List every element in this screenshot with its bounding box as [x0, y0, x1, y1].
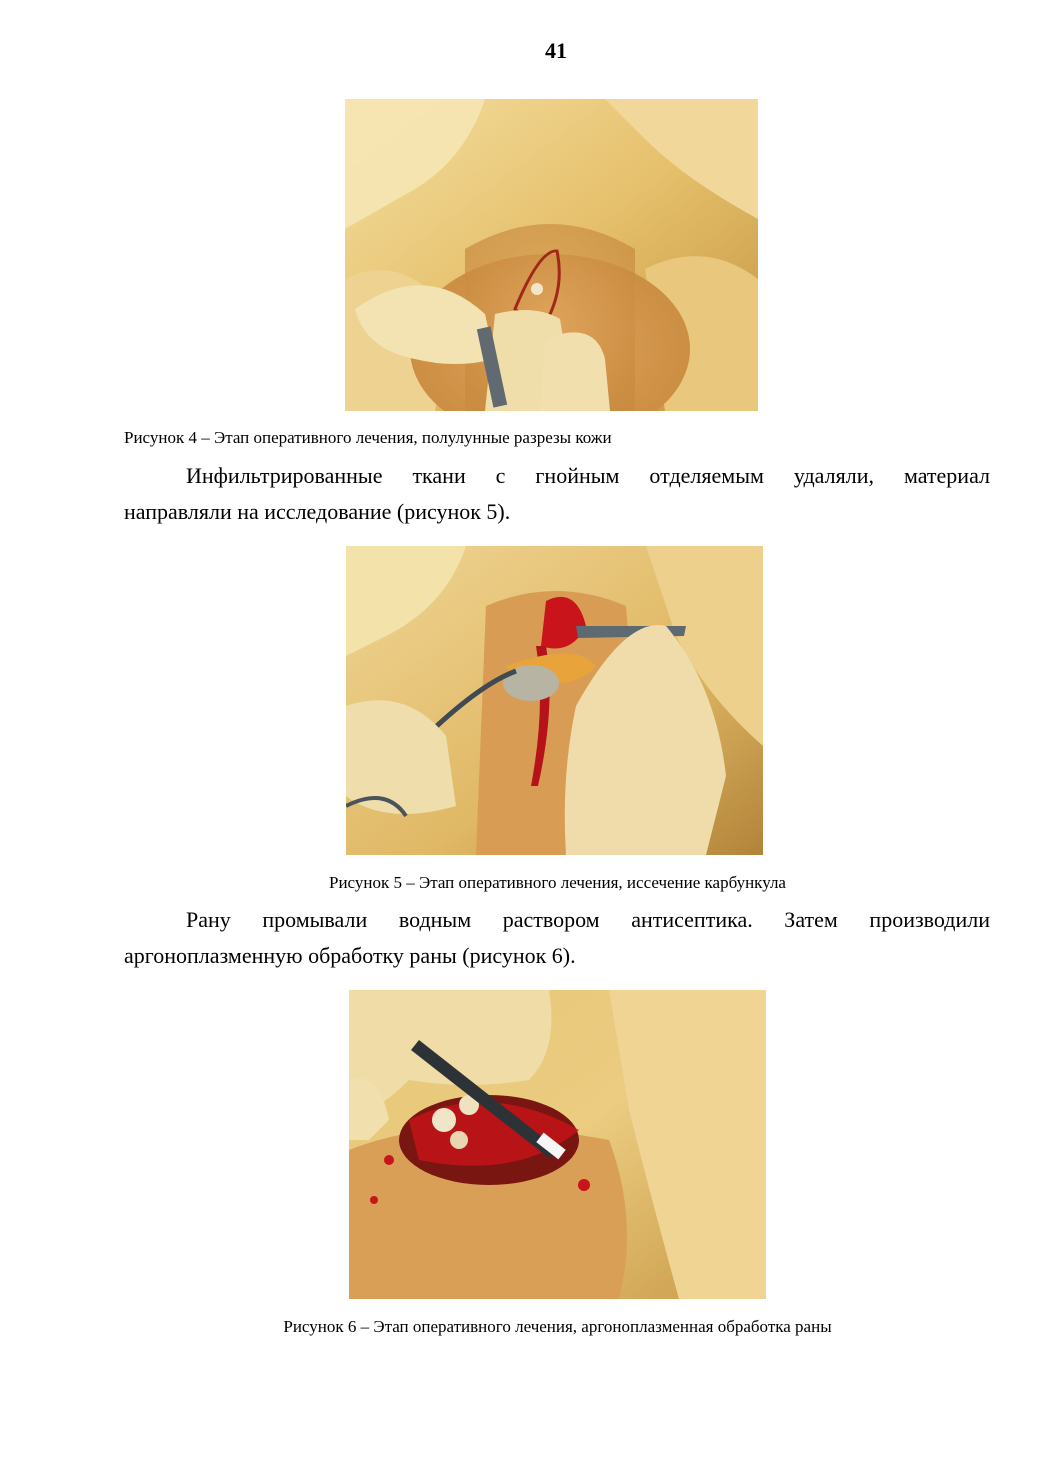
figure-4-caption: Рисунок 4 – Этап оперативного лечения, полулунные разрезы кожи [124, 428, 612, 447]
figure-6-caption: Рисунок 6 – Этап оперативного лечения, аргоноплазменная обработка раны [283, 1317, 832, 1336]
paragraph-1-line-2: направляли на исследование (рисунок 5). [124, 499, 511, 524]
paragraph-2 [124, 902, 990, 974]
figure-4-photo [345, 99, 758, 411]
figure-5-photo [346, 546, 763, 855]
paragraph-1 [124, 458, 990, 530]
figure-5-caption: Рисунок 5 – Этап оперативного лечения, иссечение карбункула [329, 873, 786, 892]
paragraph-2-line-1: Рану промывали водным раствором антисептика. Затем производили [186, 907, 990, 932]
figure-6-photo [349, 990, 766, 1299]
paragraph-1-line-1: Инфильтрированные ткани с гнойным отделяемым удаляли, материал [186, 463, 990, 488]
paragraph-2-line-2: аргоноплазменную обработку раны (рисунок 6). [124, 943, 576, 968]
page-number: 41 [545, 38, 567, 63]
